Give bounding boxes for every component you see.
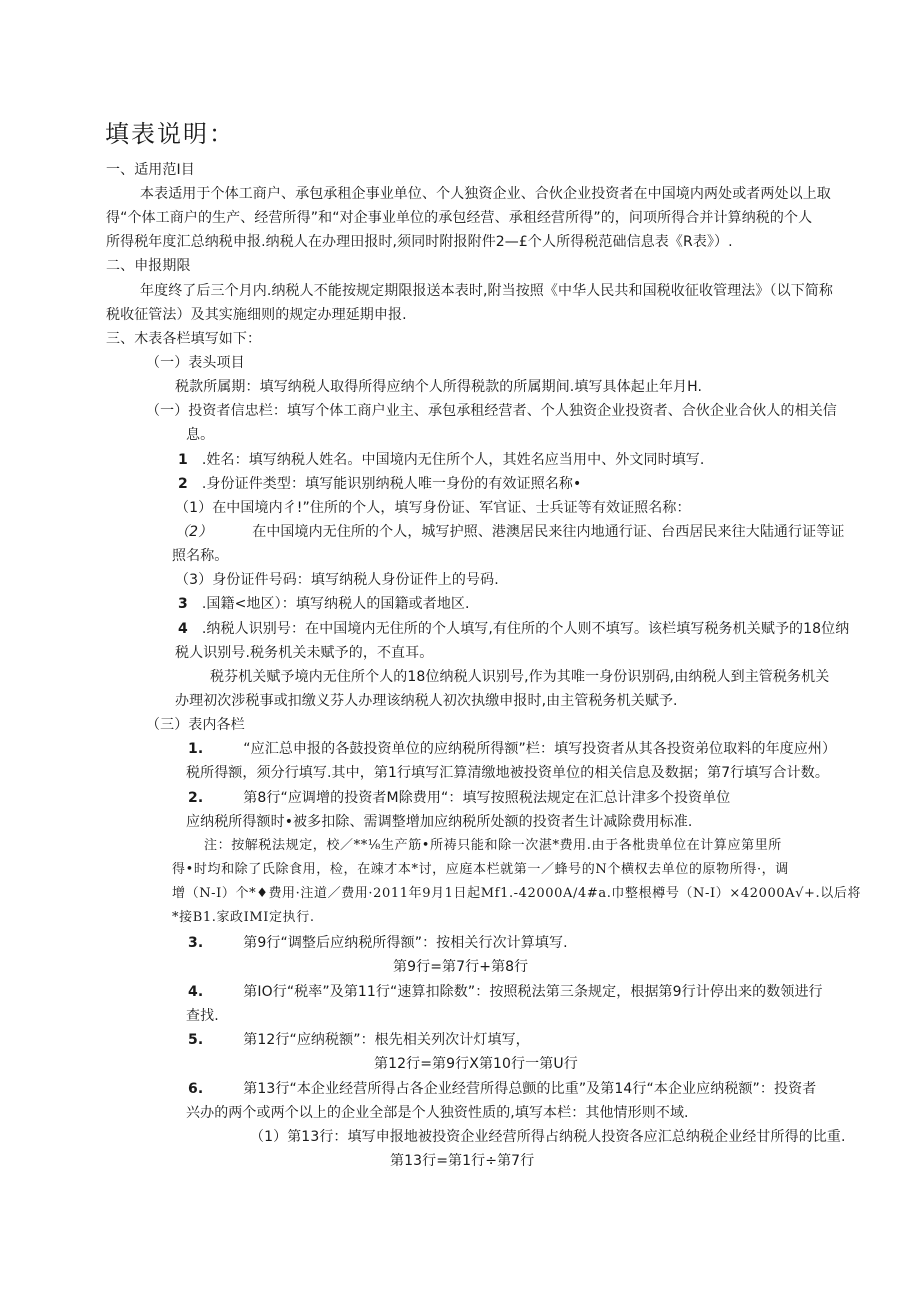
item-number: 1 (178, 452, 188, 468)
note-line: 注：按解税法规定，校／**⅛生产筋•所祷只能和除一次湛*费用.由于各枇贵单位在计算应第里所 (204, 838, 782, 853)
note-line: *接B1.家政IMI定执行. (172, 910, 315, 925)
item-text: .姓名：填写纳税人姓名。中国境内无住所个人，其姓名应当用中、外文同时填写. (201, 452, 705, 468)
taxpayer-id-paragraph-line: 税芬机关赋予境内无住所个人的18位纳税人识别号,作为其唯一身份识别码,由纳税人到主管税务机关 (210, 669, 830, 685)
table-columns-heading: （三）表内各栏 (146, 717, 245, 733)
sub-item-number: （2） (175, 524, 213, 540)
section-1-paragraph-line: 所得税年度汇总纳税申报.纳税人在办理田报时,须同时附报附件2—£个人所得税范础信息表《R表》）. (106, 234, 733, 250)
item-number: 2. (188, 790, 204, 806)
column-item-4 (188, 982, 823, 1002)
item-text: “应汇总申报的各鼓投资单位的应纳税所得额”栏：填写投资者从其各投资弟位取料的年度应州） (243, 741, 837, 757)
column-item-6-cont: 兴办的两个或两个以上的企业全部是个人独资性质的,填写本栏：其他情形则不域. (186, 1105, 689, 1121)
item-number: 3 (178, 596, 188, 612)
section-1-heading: 一、适用范I目 (106, 162, 195, 178)
item-text: 第9行“调整后应纳税所得额”：按相关行次计算填写. (243, 935, 568, 951)
column-item-2 (188, 788, 730, 808)
item-text: 第12行“应纳税额”：根先相关列次计灯填写， (243, 1032, 530, 1048)
section-3-heading: 三、木表各栏填写如下： (106, 331, 262, 347)
item-number: 6. (188, 1081, 204, 1097)
page-title: 填表说明： (105, 120, 235, 148)
formula-line: 第12行=第9行X第10行一第U行 (374, 1056, 578, 1072)
subsection-header-items-heading: （一）表头项目 (146, 355, 245, 371)
sub-item-id-number: （3）身份证件号码：填写纳税人身份证件上的号码. (175, 572, 499, 588)
column-item-3 (188, 933, 568, 953)
item-text: 第8行“应调增的投资者M除费用“：填写按照税法规定在汇总计津多个投资单位 (243, 790, 731, 806)
item-number: 1. (188, 741, 204, 757)
column-item-1-cont: 税所得额，须分行填写.其中，第1行填写汇算清缴地被投资单位的相关信息及数据；第7行填写合计数。 (186, 765, 829, 781)
item-text: .纳税人识别号：在中国境内无住所的个人填写,有住所的个人则不填写。该栏填写税务机关赋予的18位纳 (201, 621, 850, 637)
sub-item-foreign (175, 522, 844, 542)
item-text: .身份证件类型：填写能识别纳税人唯一身份的有效证照名称• (201, 476, 582, 492)
column-item-5 (188, 1030, 530, 1050)
section-1-paragraph-line: 本表适用于个体工商户、承包承租企事业单位、个人独资企业、合伙企业投资者在中国境内两处或者两处以上取 (140, 186, 831, 202)
item-taxpayer-id (178, 619, 849, 639)
sub-item-foreign-cont: 照名称。 (172, 548, 229, 564)
formula-line: 第9行=第7行+第8行 (393, 959, 529, 975)
item-number: 5. (188, 1032, 204, 1048)
note-line: 得•时均和除了氏除食用，检，在竦才本*讨，应庭本栏就第一／蜂号的N个横权去单位的原物所得·，调 (172, 862, 789, 877)
sub-item-domestic: （1）在中国境内彳!”住所的个人，填写身份证、军官证、士兵证等有效证照名称： (175, 500, 691, 516)
column-item-4-cont: 查找. (186, 1008, 219, 1024)
column-item-6 (188, 1079, 816, 1099)
column-item-1 (188, 739, 836, 759)
item-text: .国籍<地区）：填写纳税人的国籍或者地区. (201, 596, 470, 612)
section-1-paragraph-line: 得“个体工商户的生产、经营所得”和“对企事业单位的承包经营、承租经营所得”的，问项所得合并计算纳税的个人 (106, 210, 813, 226)
note-line: 增（N-I）个*♦费用·注道／费用·2011年9月1日起Mf1.-42000A∕4#a.巾整根樽号（N-I）×42000A√+.以后将 (172, 886, 862, 901)
item-text: 第13行“本企业经营所得占各企业经营所得总颤的比重”及第14行“本企业应纳税额”：投资者 (243, 1081, 817, 1097)
item-number: 4 (178, 621, 188, 637)
item-number: 3. (188, 935, 204, 951)
column-item-2-cont: 应纳税所得额时•被多扣除、需调整增加应纳税所处额的投资者生计减除费用标准. (186, 814, 693, 830)
formula-line: 第13行=第1行÷第7行 (390, 1153, 535, 1169)
section-2-paragraph-line: 年度终了后三个月内.纳税人不能按规定期限报送本表时,附当按照《中华人民共和国税收征收管理法》（以下简称 (140, 283, 833, 299)
sub-item-text: 在中国境内无住所的个人，城写护照、港澳居民来往内地通行证、台西居民来往大陆通行证等证 (252, 524, 845, 540)
item-nationality (178, 594, 470, 614)
item-text: 第IO行“税率”及第11行“速算扣除数”：按照税法第三条规定，根据第9行计停出来的数领进行 (243, 984, 823, 1000)
sub-item-line-13: （1）第13行：填写申报地被投资企业经营所得占纳税人投资各应汇总纳税企业经甘所得的比重. (250, 1129, 846, 1145)
investor-info-heading: （一）投资者信忠栏：填写个体工商户业主、承包承租经营者、个人独资企业投资者、合伙企业合伙人的相关信 (146, 403, 837, 419)
taxpayer-id-paragraph-line: 办理初次涉税事或扣缴义芬人办理该纳税人初次执缴申报时,由主管税务机关赋予. (175, 693, 678, 709)
section-2-paragraph-line: 税收征管法）及其实施细则的规定办理延期申报. (106, 307, 407, 323)
section-2-heading: 二、申报期限 (106, 258, 191, 274)
item-taxpayer-id-cont: 税人识别号.税务机关未赋予的，不直耳。 (175, 645, 434, 661)
investor-info-heading-cont: 息。 (186, 427, 215, 443)
tax-period-line: 税款所属期：填写纳税人取得所得应纳个人所得税款的所属期间.填写具体起止年月H. (175, 379, 703, 395)
item-name (178, 450, 704, 470)
item-id-type (178, 474, 581, 494)
item-number: 2 (178, 476, 188, 492)
item-number: 4. (188, 984, 204, 1000)
